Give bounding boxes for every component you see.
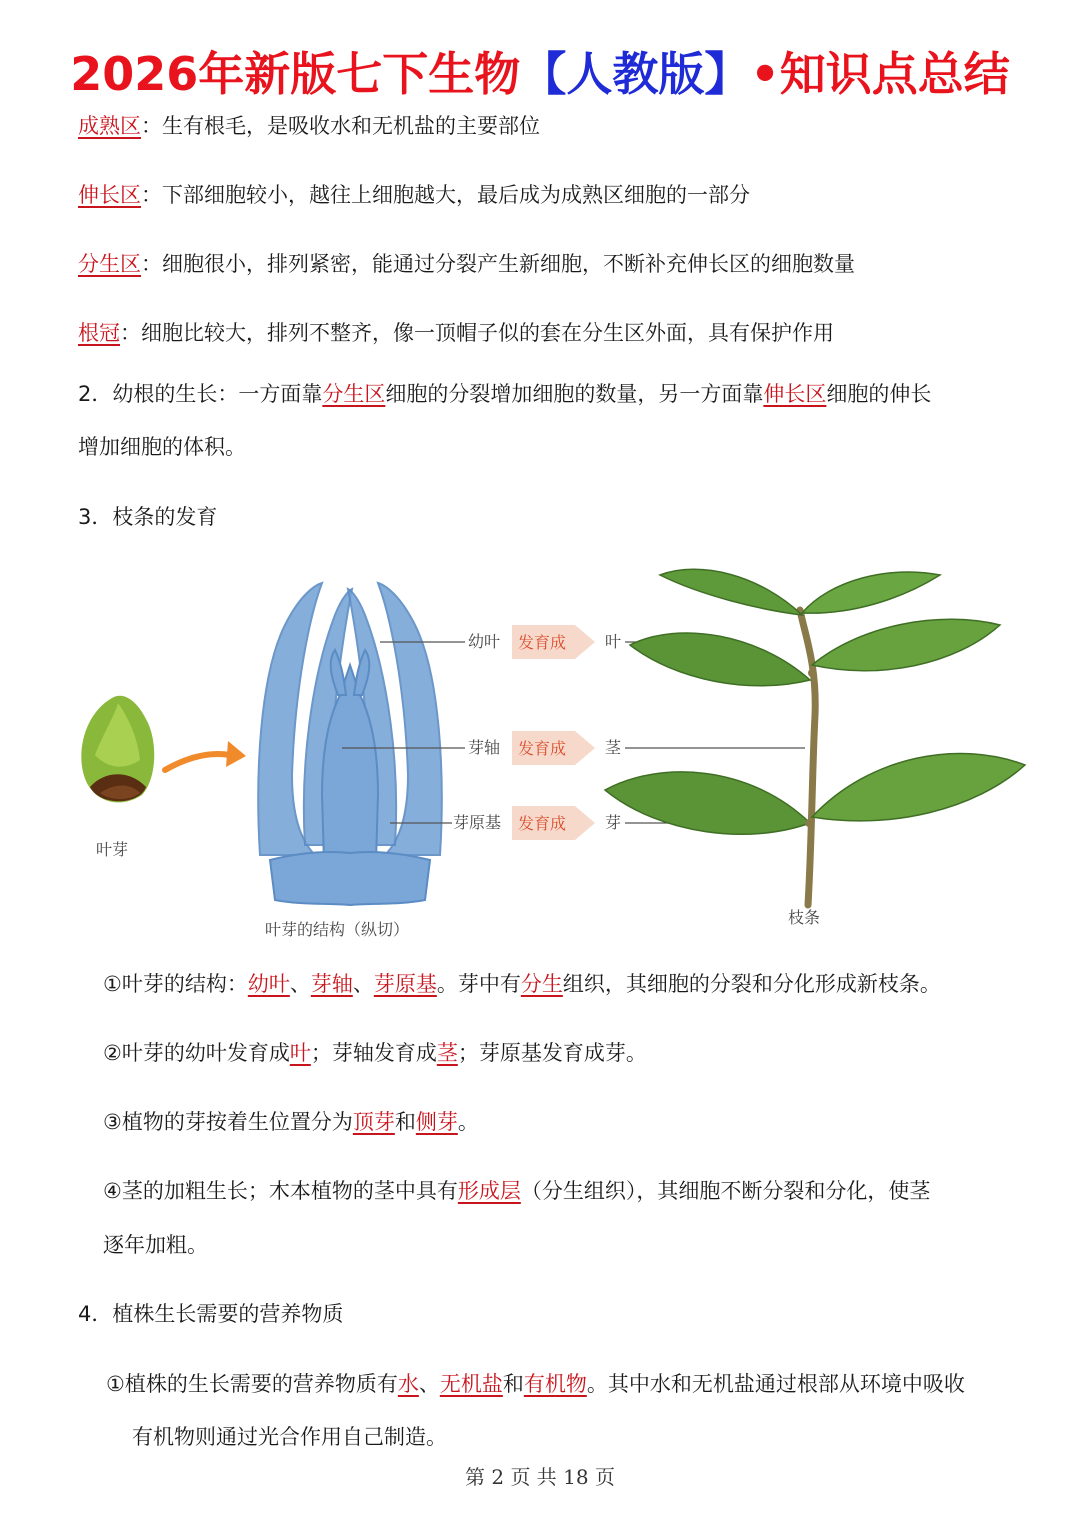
point3-2: ②叶芽的幼叶发育成叶；芽轴发育成茎；芽原基发育成芽。	[103, 1041, 647, 1065]
svg-text:茎: 茎	[605, 738, 622, 757]
svg-text:芽原基: 芽原基	[453, 813, 502, 832]
zone-term: 成熟区	[78, 114, 141, 138]
leaf-bud-illustration	[81, 696, 154, 803]
zone-term: 根冠	[78, 321, 120, 345]
zone-line-rootcap: 根冠：细胞比较大，排列不整齐，像一顶帽子似的套在分生区外面，具有保护作用	[78, 321, 834, 345]
arrow-icon	[165, 741, 246, 770]
svg-text:幼叶: 幼叶	[468, 632, 501, 651]
structure-caption: 叶芽的结构（纵切）	[265, 920, 410, 939]
bud-section-illustration	[258, 583, 441, 905]
svg-text:芽轴: 芽轴	[468, 738, 501, 757]
point3-4-line2: 逐年加粗。	[103, 1233, 208, 1257]
section3-heading: 3．枝条的发育	[78, 505, 218, 529]
point3-1: ①叶芽的结构：幼叶、芽轴、芽原基。芽中有分生组织，其细胞的分裂和分化形成新枝条。	[103, 972, 941, 996]
zone-line-maturation: 成熟区：生有根毛，是吸收水和无机盐的主要部位	[78, 114, 540, 138]
svg-text:发育成: 发育成	[518, 739, 567, 758]
section4-heading: 4．植株生长需要的营养物质	[78, 1302, 344, 1326]
point4-1: ①植株的生长需要的营养物质有水、无机盐和有机物。其中水和无机盐通过根部从环境中吸收	[106, 1372, 965, 1396]
branch-caption: 枝条	[788, 908, 821, 927]
svg-text:发育成: 发育成	[518, 633, 567, 652]
point3-4: ④茎的加粗生长；木本植物的茎中具有形成层（分生组织），其细胞不断分裂和分化，使茎	[103, 1179, 931, 1203]
page-footer: 第 2 页 共 18 页	[465, 1465, 615, 1489]
point3-3: ③植物的芽按着生位置分为顶芽和侧芽。	[103, 1110, 479, 1134]
section2-line2: 增加细胞的体积。	[78, 435, 246, 459]
point4-1-line2: 有机物则通过光合作用自己制造。	[132, 1425, 447, 1449]
svg-text:芽: 芽	[605, 813, 622, 832]
svg-text:发育成: 发育成	[518, 814, 567, 833]
svg-text:叶: 叶	[605, 632, 622, 651]
branch-illustration	[605, 569, 1025, 905]
zone-line-elongation: 伸长区：下部细胞较小，越往上细胞越大，最后成为成熟区细胞的一部分	[78, 183, 750, 207]
develop-row-2	[468, 731, 805, 765]
zone-term: 伸长区	[78, 183, 141, 207]
bud-label: 叶芽	[96, 840, 129, 859]
section2-line1: 2．幼根的生长：一方面靠分生区细胞的分裂增加细胞的数量，另一方面靠伸长区细胞的伸长	[78, 382, 932, 406]
page-title: 2026年新版七下生物【人教版】•知识点总结	[70, 47, 1010, 101]
zone-term: 分生区	[78, 252, 141, 276]
zone-line-meristem: 分生区：细胞很小，排列紧密，能通过分裂产生新细胞，不断补充伸长区的细胞数量	[78, 252, 855, 276]
leaf-bud-figure	[60, 555, 1040, 955]
